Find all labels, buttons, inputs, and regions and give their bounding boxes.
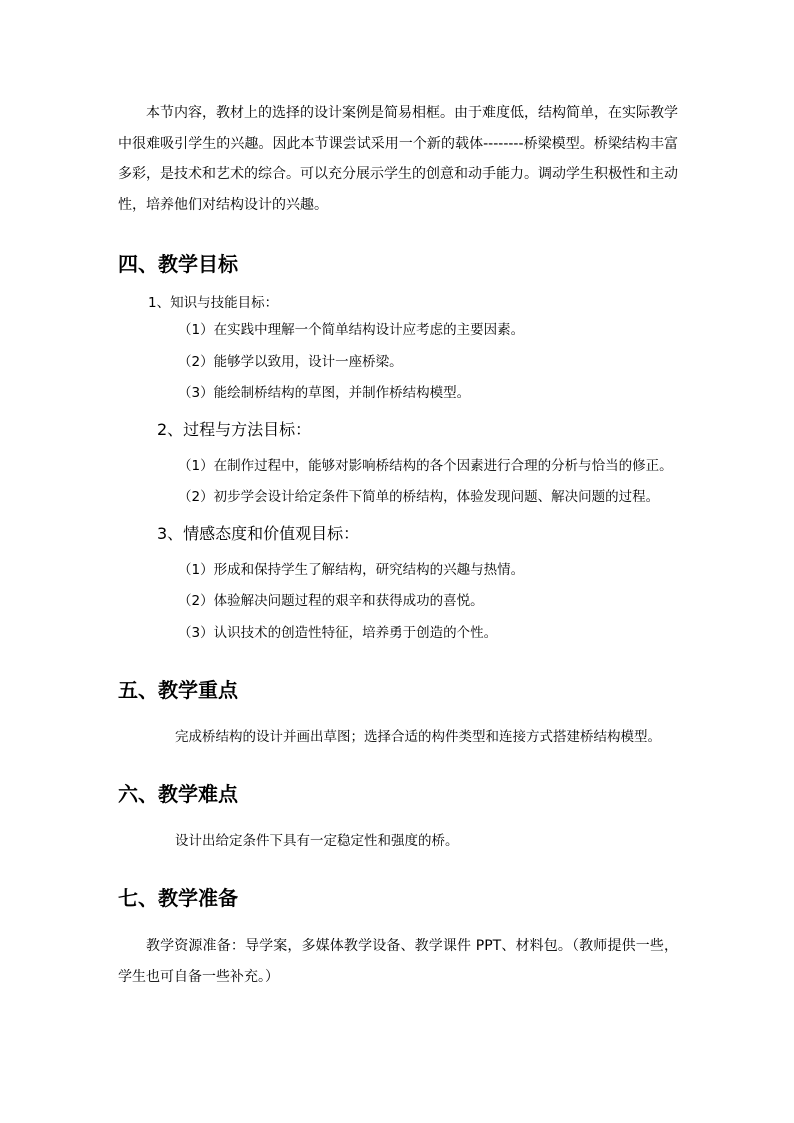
process-method-heading: 2、过程与方法目标： bbox=[157, 420, 312, 439]
knowledge-item-3: （3）能绘制桥结构的草图，并制作桥结构模型。 bbox=[178, 385, 471, 401]
emotion-item-2: （2）体验解决问题过程的艰辛和获得成功的喜悦。 bbox=[178, 593, 484, 609]
key-points-text: 完成桥结构的设计并画出草图；选择合适的构件类型和连接方式搭建桥结构模型。 bbox=[175, 729, 661, 745]
intro-paragraph: 本节内容，教材上的选择的设计案例是简易相框。由于难度低，结构简单，在实际教学中很难吸引学生的兴趣。因此本节课尝试采用一个新的载体--------桥梁模型。桥梁结构丰富多彩，是技术和艺术的综合。可以充分展示学生的创意和动手能力。调动学生积极性和主动性，培养他们对结构设计的兴趣。 bbox=[118, 105, 678, 213]
section-heading-difficulties: 六、教学难点 bbox=[118, 782, 238, 806]
process-item-2: （2）初步学会设计给定条件下简单的桥结构，体验发现问题、解决问题的过程。 bbox=[178, 489, 660, 505]
emotion-item-3: （3）认识技术的创造性特征，培养勇于创造的个性。 bbox=[178, 625, 498, 641]
section-heading-objectives: 四、教学目标 bbox=[118, 252, 238, 276]
section-heading-key-points: 五、教学重点 bbox=[118, 678, 238, 702]
preparation-paragraph: 教学资源准备：导学案，多媒体教学设备、教学课件 PPT、材料包。（教师提供一些，学生也可自备一些补充。） bbox=[118, 938, 678, 985]
knowledge-item-2: （2）能够学以致用，设计一座桥梁。 bbox=[178, 354, 403, 370]
emotion-values-heading: 3、情感态度和价值观目标： bbox=[157, 524, 360, 543]
difficulties-text: 设计出给定条件下具有一定稳定性和强度的桥。 bbox=[175, 833, 459, 849]
emotion-item-1: （1）形成和保持学生了解结构，研究结构的兴趣与热情。 bbox=[178, 562, 525, 578]
section-heading-preparation: 七、教学准备 bbox=[118, 886, 238, 910]
process-item-1: （1）在制作过程中，能够对影响桥结构的各个因素进行合理的分析与恰当的修正。 bbox=[178, 458, 673, 474]
knowledge-skills-heading: 1、知识与技能目标： bbox=[148, 295, 279, 311]
knowledge-item-1: （1）在实践中理解一个简单结构设计应考虑的主要因素。 bbox=[178, 322, 525, 338]
